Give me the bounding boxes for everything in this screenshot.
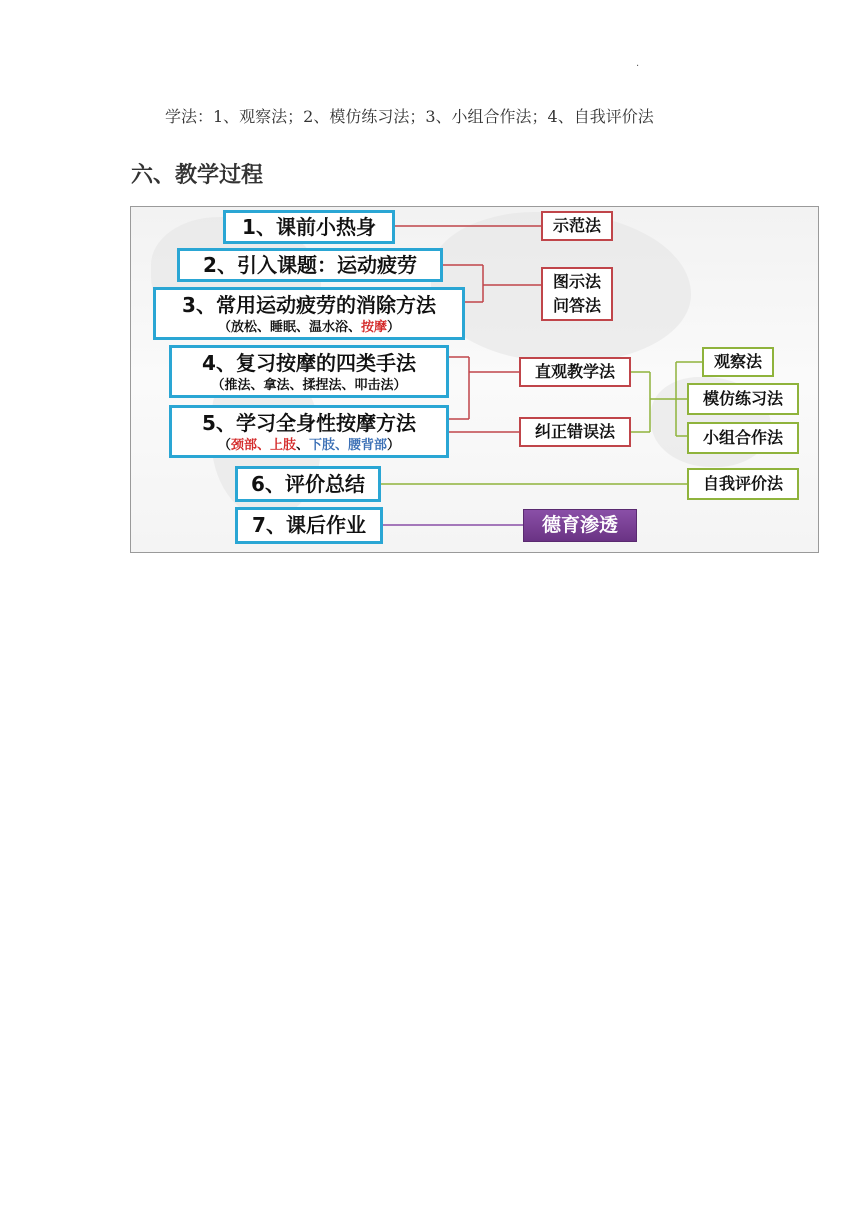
step-7-box [235, 507, 383, 544]
method-error-correction-box [519, 417, 631, 447]
step-2-title: 2、引入课题：运动疲劳 [203, 253, 417, 277]
method-diagram-label: 图示法 [552, 272, 601, 291]
learn-imitation-box [687, 383, 799, 415]
method-error-correction-label: 纠正错误法 [534, 422, 615, 441]
page-dot: . [636, 58, 640, 69]
learn-imitation-label: 模仿练习法 [702, 389, 783, 408]
step-3-box [153, 287, 465, 340]
method-qa-label: 问答法 [552, 296, 601, 315]
learn-observation-label: 观察法 [713, 352, 762, 371]
step-4-box [169, 345, 449, 398]
step-5-title: 5、学习全身性按摩方法 [202, 411, 416, 435]
method-demonstration-label: 示范法 [552, 216, 601, 235]
moral-education-label: 德育渗透 [541, 514, 618, 536]
step-4-title: 4、复习按摩的四类手法 [202, 351, 416, 375]
learn-self-eval-label: 自我评价法 [702, 474, 783, 493]
step-5-box [169, 405, 449, 458]
method-visual-teaching-label: 直观教学法 [534, 362, 615, 381]
method-visual-teaching-box [519, 357, 631, 387]
learning-methods-line: 学法：1、观察法；2、模仿练习法；3、小组合作法；4、自我评价法 [165, 107, 654, 126]
step-1-box [223, 210, 395, 244]
step-7-title: 7、课后作业 [252, 513, 366, 537]
method-diagram-qa-box [541, 267, 613, 321]
step-6-box [235, 466, 381, 502]
teaching-process-diagram [130, 206, 819, 553]
learn-group-label: 小组合作法 [702, 428, 783, 447]
moral-education-box [523, 509, 637, 542]
step-1-title: 1、课前小热身 [242, 215, 376, 239]
section-heading: 六、教学过程 [131, 163, 264, 188]
step-5-subtitle: （颈部、上肢、下肢、腰背部） [217, 438, 401, 453]
learn-observation-box [702, 347, 774, 377]
step-2-box [177, 248, 443, 282]
learn-group-box [687, 422, 799, 454]
learn-self-eval-box [687, 468, 799, 500]
step-3-title: 3、常用运动疲劳的消除方法 [182, 293, 436, 317]
step-6-title: 6、评价总结 [251, 472, 365, 496]
step-3-subtitle: （放松、睡眠、温水浴、按摩） [217, 320, 401, 335]
step-4-subtitle: （推法、拿法、揉捏法、叩击法） [211, 378, 407, 393]
method-demonstration-box [541, 211, 613, 241]
